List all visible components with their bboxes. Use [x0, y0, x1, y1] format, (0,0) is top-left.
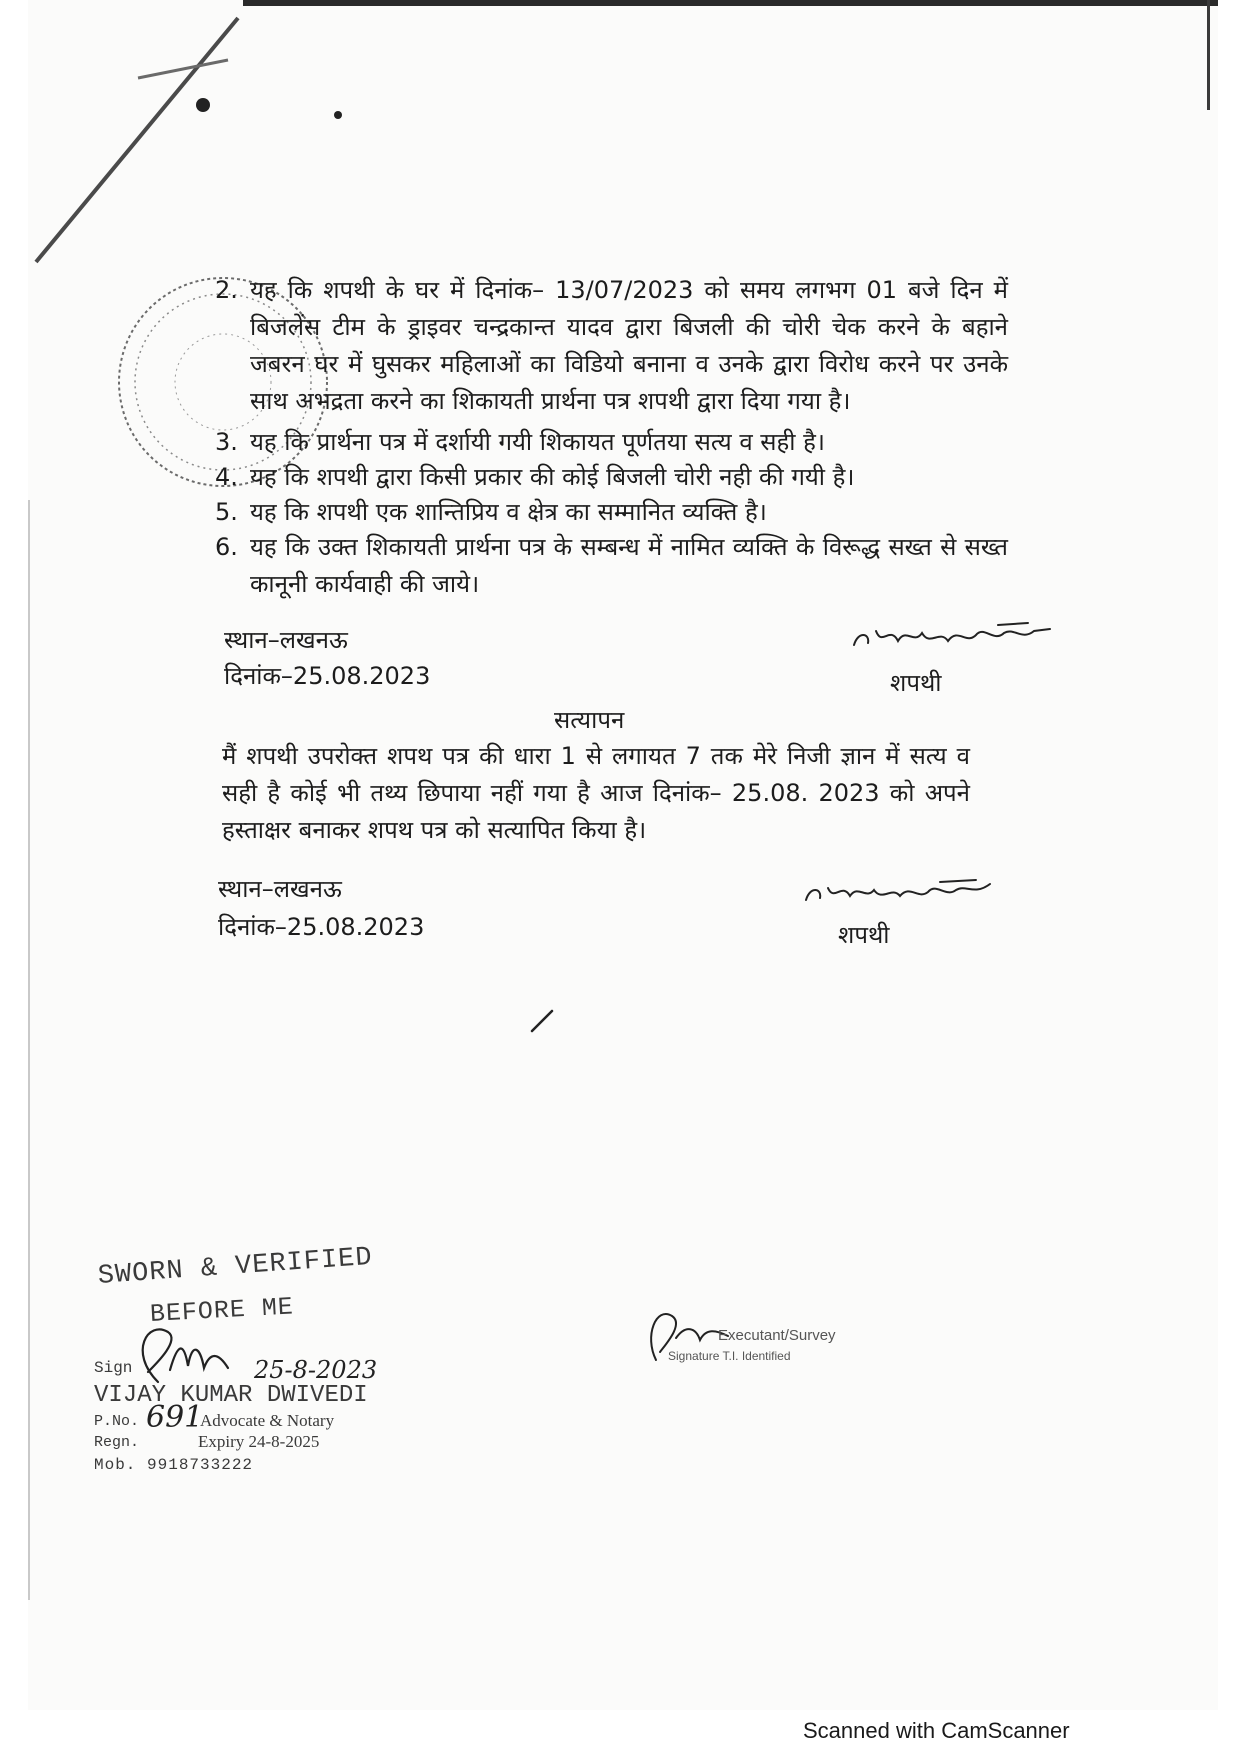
scan-dot — [333, 110, 345, 122]
point-4-number: 4. — [215, 463, 238, 491]
pen-mark — [528, 1005, 558, 1035]
camscanner-watermark: Scanned with CamScanner — [803, 1718, 1070, 1743]
scan-artifact-corner — [28, 0, 288, 270]
verification-deponent-label: शपथी — [838, 921, 890, 949]
point-4-text: यह कि शपथी द्वारा किसी प्रकार की कोई बिजली चोरी नही की गयी है। — [250, 463, 855, 491]
notary-handwritten-number: 691 — [146, 1400, 204, 1435]
notary-sign-date: 25-8-2023 — [254, 1356, 378, 1384]
point-6-number: 6. — [215, 533, 238, 561]
notary-regn-label: Regn. — [94, 1434, 140, 1451]
deponent-signature-1 — [848, 617, 1058, 657]
point-5-number: 5. — [215, 498, 238, 526]
affidavit-date: दिनांक–25.08.2023 — [224, 662, 431, 690]
secondary-stamp-line1: Executant/Survey — [718, 1327, 836, 1344]
document-page — [28, 0, 1218, 1710]
point-3-text: यह कि प्रार्थना पत्र में दर्शायी गयी शिकायत पूर्णतया सत्य व सही है। — [250, 428, 825, 456]
scan-edge-left — [28, 500, 30, 1600]
notary-designation: Advocate & Notary — [200, 1411, 335, 1430]
verification-body: मैं शपथी उपरोक्त शपथ पत्र की धारा 1 से लगायत 7 तक मेरे निजी ज्ञान में सत्य व सही है कोई भी तथ्य छिपाया नहीं गया है आज दिनांक– 25.08. 2023 को अपने हस्ताक्षर बनाकर शपथ पत्र को सत्यापित किया है। — [222, 742, 970, 844]
point-5-text: यह कि शपथी एक शान्तिप्रिय व क्षेत्र का सम्मानित व्यक्ति है। — [250, 498, 767, 526]
notary-name: VIJAY KUMAR DWIVEDI — [94, 1382, 368, 1409]
affidavit-place: स्थान–लखनऊ — [224, 626, 348, 654]
notary-expiry: Expiry 24-8-2025 — [198, 1432, 320, 1451]
notary-stamp-line2: BEFORE ME — [149, 1292, 295, 1329]
notary-stamp-line1: SWORN & VERIFIED — [96, 1242, 374, 1292]
affidavit-deponent-label: शपथी — [890, 669, 942, 697]
notary-sign-label: Sign — [94, 1359, 133, 1377]
verification-place: स्थान–लखनऊ — [218, 875, 342, 903]
notary-mobile: Mob. 9918733222 — [94, 1456, 254, 1474]
point-2-number: 2. — [215, 276, 238, 304]
notary-pno-label: P.No. — [94, 1413, 140, 1430]
secondary-stamp-line2: Signature T.I. Identified — [668, 1349, 791, 1363]
verification-heading: सत्यापन — [554, 706, 625, 734]
verification-date: दिनांक–25.08.2023 — [218, 913, 425, 941]
point-6-text: यह कि उक्त शिकायती प्रार्थना पत्र के सम्बन्ध में नामित व्यक्ति के विरूद्ध सख्त से सख्त कानूनी कार्यवाही की जाये। — [250, 533, 1008, 598]
deponent-signature-2 — [800, 874, 1000, 914]
notary-signature — [118, 1312, 238, 1392]
point-3-number: 3. — [215, 428, 238, 456]
point-2-text: यह कि शपथी के घर में दिनांक– 13/07/2023 को समय लगभग 01 बजे दिन में बिजलेंस टीम के ड्राइवर चन्द्रकान्त यादव द्वारा बिजली की चोरी चेक करने के बहाने जबरन घर में घुसकर महिलाओं का विडियो बनाना व उनके द्वारा विरोध करने पर उनके साथ अभद्रता करने का शिकायती प्रार्थना पत्र शपथी द्वारा दिया गया है। — [250, 276, 1008, 415]
scan-edge-top — [243, 0, 1218, 6]
scan-edge-right — [1207, 0, 1210, 110]
